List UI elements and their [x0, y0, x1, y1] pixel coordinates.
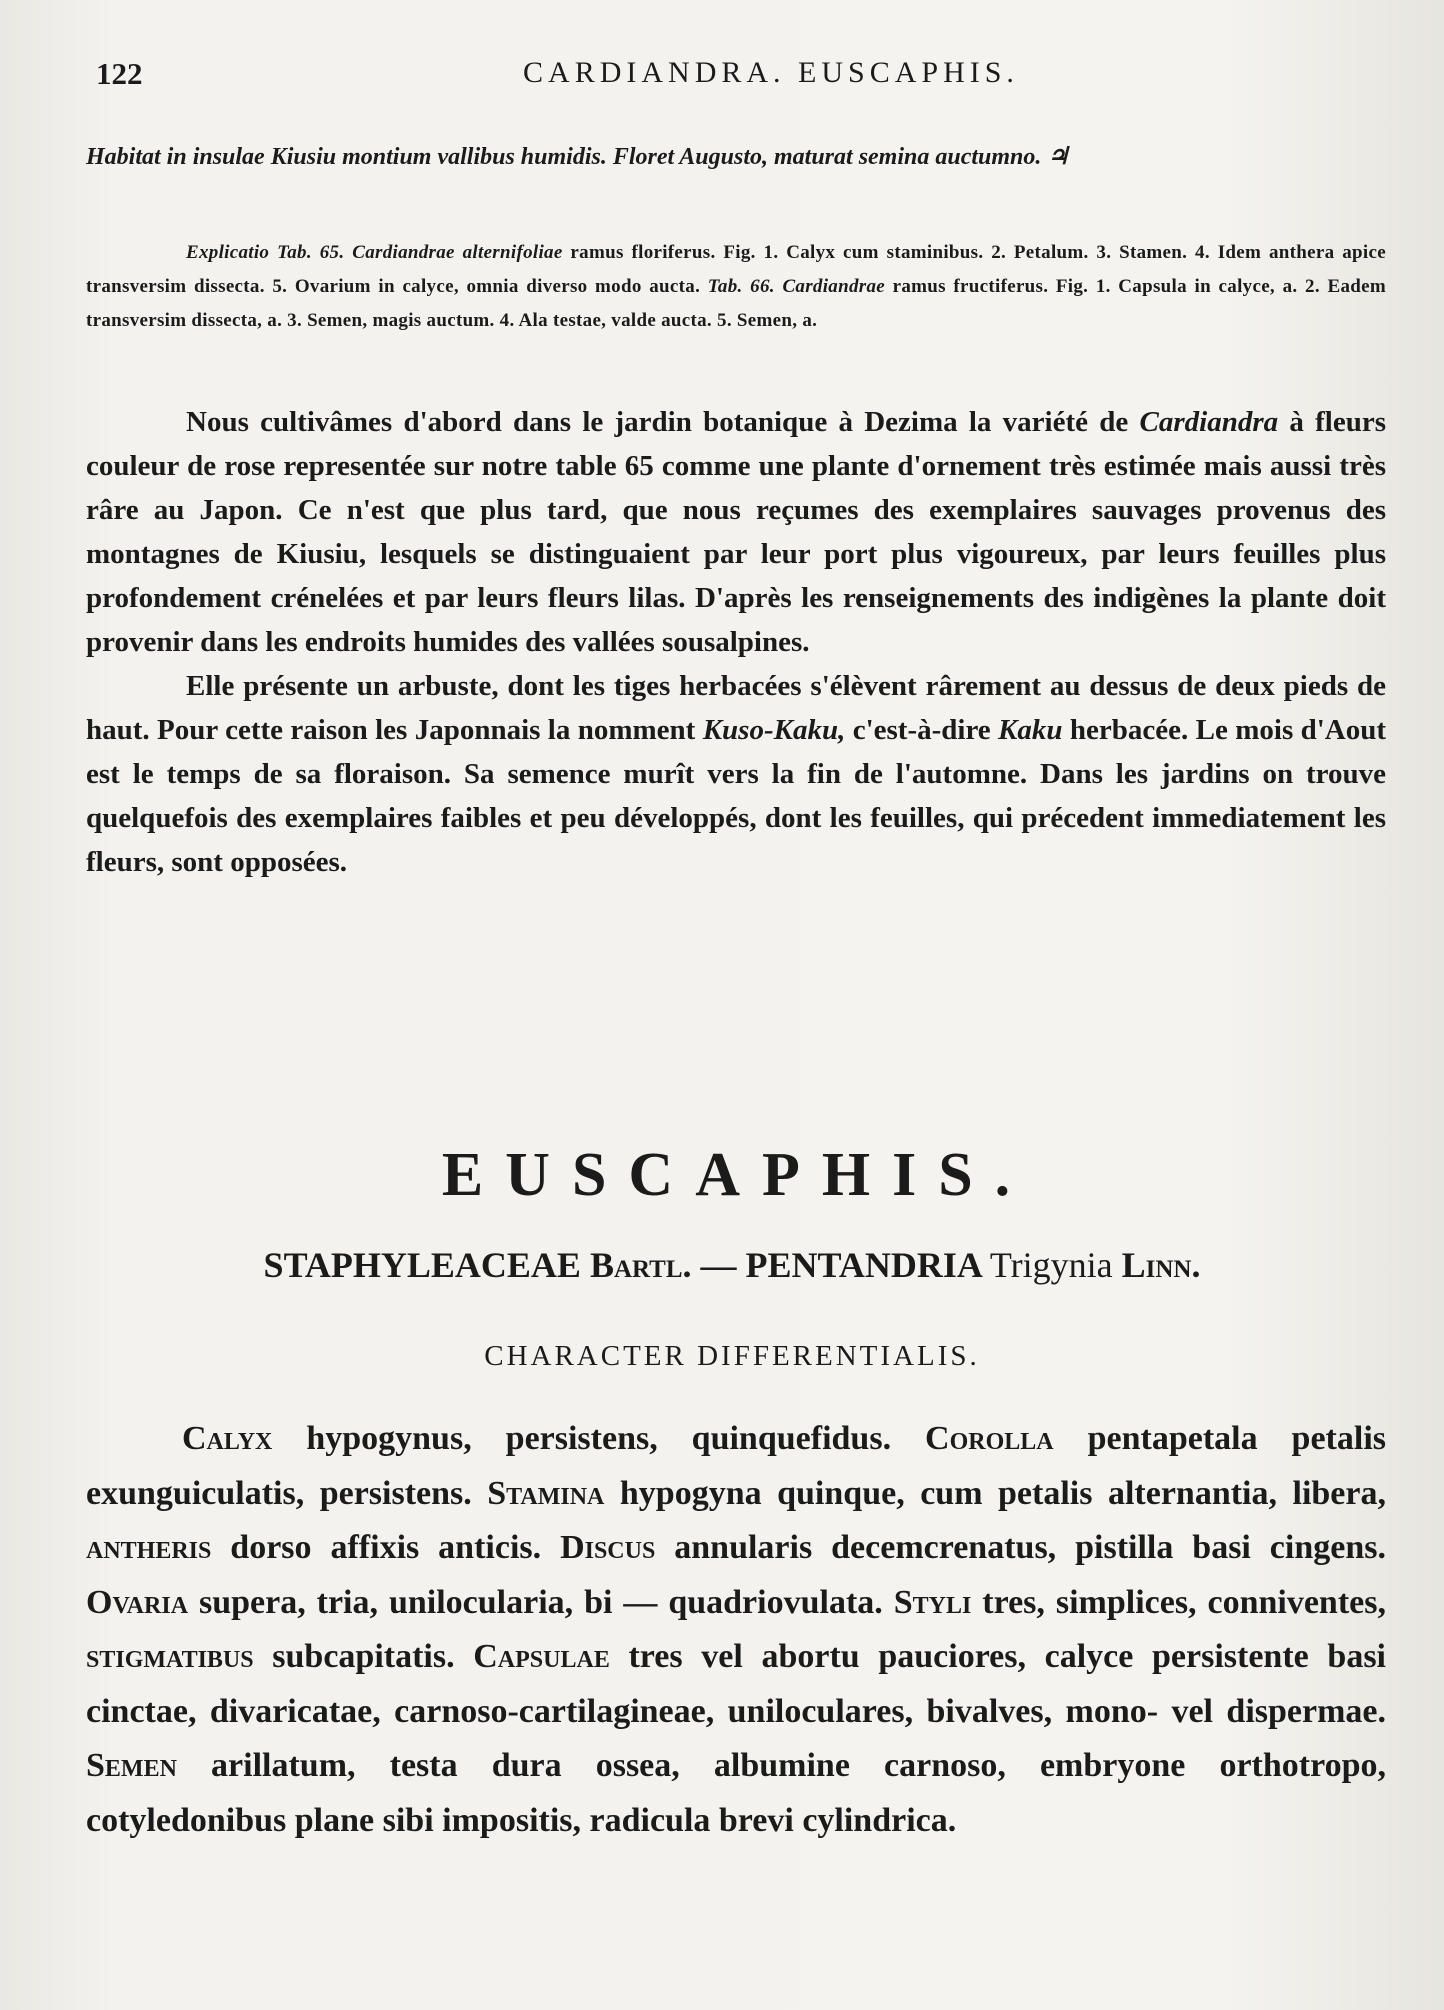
- character-term: Calyx: [182, 1420, 273, 1457]
- plate-explanation: [86, 236, 1386, 338]
- french-paragraph-2: [86, 664, 1386, 884]
- character-term: Semen: [86, 1747, 177, 1784]
- running-title: CARDIANDRA. EUSCAPHIS.: [523, 56, 1019, 89]
- character-description: subcapitatis.: [253, 1638, 474, 1675]
- character-term: stigmatibus: [86, 1638, 254, 1675]
- tab66-text: ramus fructiferus. Fig. 1. Capsula in calyce, a. 2. Eadem transversim dissecta, a. 3. Semen, magis auctum. 4. Ala testae, valde aucta. 5. Semen, a.: [86, 276, 1386, 331]
- character-description: supera, tria, unilocularia, bi — quadriovulata.: [188, 1583, 894, 1621]
- genus-title: EUSCAPHIS.: [441, 1141, 1033, 1209]
- french-p1-text-b: à fleurs couleur de rose representée sur notre table 65 comme une plante d'ornement très estimée mais aussi très râre au Japon. Ce n'est que plus tard, que nous reçumes des exemplaires sauvages provenus des montagnes de Kiusiu, lesquels se distinguaient par leur port plus vigoureux, par leurs feuilles plus profondement crénelées et par leurs fleurs lilas. D'après les renseignements des indigènes la plante doit provenir dans les endroits humides des vallées sousalpines.: [86, 406, 1387, 658]
- french-p2-text-a: Elle présente un arbuste, dont les tiges herbacées s'élèvent rârement au dessus de deux pieds de haut. Pour cette raison les Japonnais la nomment: [86, 670, 1386, 746]
- french-paragraph-1: [86, 400, 1386, 664]
- classification-dash: —: [700, 1245, 737, 1285]
- section-heading: CHARACTER DIFFERENTIALIS.: [484, 1340, 980, 1372]
- habitat-paragraph: Habitat in insulae Kiusiu montium vallibus humidis. Floret Augusto, maturat semina auctumno. ♃: [86, 144, 1069, 170]
- family-name: STAPHYLEACEAE: [263, 1245, 581, 1285]
- tab65-text: ramus floriferus. Fig. 1. Calyx cum staminibus. 2. Petalum. 3. Stamen. 4. Idem anthera apice transversim dissecta. 5. Ovarium in calyce, omnia diverso modo aucta.: [86, 242, 1386, 297]
- character-term: Corolla: [925, 1420, 1054, 1457]
- french-p2-text-b: c'est-à-dire: [852, 714, 991, 746]
- character-term: Capsulae: [473, 1638, 610, 1675]
- french-description: [86, 400, 1386, 884]
- character-term: Styli: [893, 1583, 972, 1621]
- family-classification: [0, 1244, 1444, 1286]
- linnaean-order: Trigynia: [989, 1245, 1113, 1285]
- tab66-species: Cardiandrae: [782, 276, 885, 297]
- tab65-species: Cardiandrae alternifoliae: [352, 242, 563, 263]
- explicatio-label: Explicatio: [186, 242, 270, 263]
- character-description: hypogynus, persistens, quinquefidus.: [272, 1420, 926, 1457]
- character-description: dorso affixis anticis.: [211, 1529, 561, 1566]
- french-p2-text-c: herbacée. Le mois d'Aout est le temps de sa floraison. Sa semence murît vers la fin de l'automne. Dans les jardins on trouve quelquefois des exemplaires faibles et peu développés, dont les feuilles, qui précedent immediatement les fleurs, sont opposées.: [86, 714, 1387, 878]
- character-description: hypogyna quinque, cum petalis alternantia, libera,: [604, 1474, 1386, 1512]
- tab65-label: Tab. 65.: [277, 242, 345, 263]
- character-description: tres vel abortu pauciores, calyce persistente basi cinctae, divaricatae, carnoso-cartilagineae, uniloculares, bivalves, mono- vel dispermae.: [86, 1638, 1386, 1730]
- character-description: pentapetala petalis exunguiculatis, persistens.: [86, 1420, 1386, 1512]
- character-description: tres, simplices, conniventes,: [971, 1583, 1386, 1621]
- character-description: arillatum, testa dura ossea, albumine carnoso, embryone orthotropo, cotyledonibus plane sibi impositis, radicula brevi cylindrica.: [86, 1747, 1386, 1839]
- character-paragraph: [86, 1412, 1386, 1848]
- order-author: Linn.: [1121, 1245, 1201, 1285]
- character-term: Ovaria: [86, 1583, 189, 1621]
- french-p2-kaku: Kaku: [998, 714, 1063, 746]
- character-term: antheris: [86, 1529, 212, 1566]
- french-p1-genus: Cardiandra: [1139, 406, 1279, 438]
- tab66-label: Tab. 66.: [707, 276, 775, 297]
- page-header: [96, 56, 1386, 96]
- character-differentialis-text: [86, 1412, 1386, 1848]
- character-term: Discus: [560, 1529, 656, 1566]
- character-description: annularis decemcrenatus, pistilla basi cingens.: [655, 1529, 1386, 1566]
- page-number: 122: [96, 56, 143, 91]
- family-author: Bartl.: [589, 1245, 692, 1285]
- french-p2-japanese-name: Kuso-Kaku,: [702, 714, 846, 746]
- linnaean-class: PENTANDRIA: [745, 1245, 981, 1285]
- character-term: Stamina: [487, 1474, 605, 1512]
- french-p1-text-a: Nous cultivâmes d'abord dans le jardin botanique à Dezima la variété de: [186, 406, 1129, 438]
